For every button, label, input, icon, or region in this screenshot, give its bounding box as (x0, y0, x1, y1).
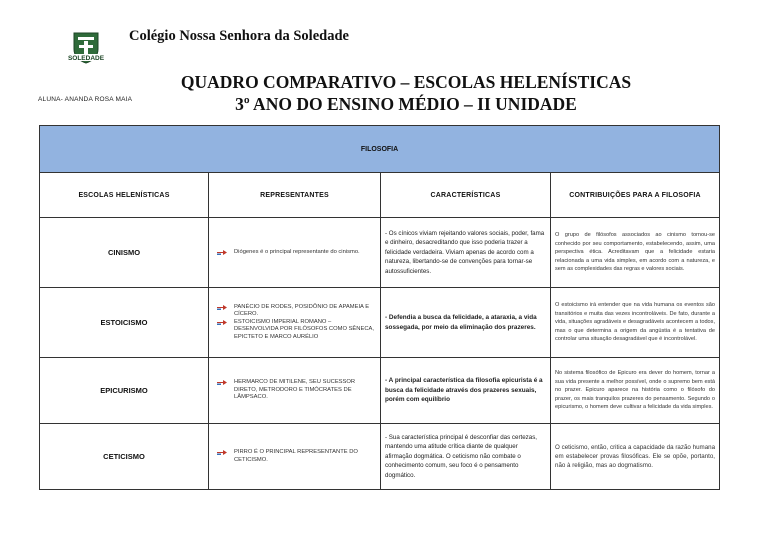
representatives-cell (209, 358, 381, 424)
school-cinismo: CINISMO (40, 218, 209, 288)
list-item: PANÉCIO DE RODES, POSIDÔNIO DE APAMEIA E CÍCERO. (217, 304, 374, 319)
table-row (40, 218, 720, 288)
table-header-row (40, 173, 720, 218)
representatives-cell (209, 288, 381, 358)
page-title: QUADRO COMPARATIVO – ESCOLAS HELENÍSTICAS (180, 72, 632, 92)
contributions-cell: O estoicismo irá entender que na vida humana os eventos são transitórios e muita das vezes incontroláveis. De fato, durante a vida, situações agradáveis e desagradáveis acontecem a todos, mas o que determina a origem da angústia é a tentativa de controlar uma situação desagradável que é incontrolável. (551, 288, 720, 358)
list-item: HERMARCO DE MITILENE, SEU SUCESSOR DIRETO, METRODORO E TIMÓCRATES DE LÂMPSACO. (217, 379, 374, 402)
logo-text: SOLEDADE (67, 55, 105, 62)
column-header-representatives: REPRESENTANTES (209, 173, 381, 218)
school-name: Colégio Nossa Senhora da Soledade (129, 28, 349, 44)
arrow-bullet-icon (217, 449, 227, 456)
list-item: PIRRO É O PRINCIPAL REPRESENTANTE DO CETICISMO. (217, 449, 374, 464)
table-row (40, 288, 720, 358)
representatives-cell (209, 424, 381, 490)
arrow-bullet-icon (217, 379, 227, 386)
column-header-characteristics: CARACTERÍSTICAS (381, 173, 551, 218)
arrow-bullet-icon (217, 304, 227, 311)
comparison-table (39, 125, 720, 490)
table-band-header: FILOSOFIA (40, 126, 720, 173)
list-item: ESTOICISMO IMPERIAL ROMANO – DESENVOLVIDA POR FILÓSOFOS COMO SÊNECA, EPICTETO E MARCO AURÉLIO (217, 319, 374, 342)
list-item: Diógenes é o principal representante do cinismo. (217, 249, 374, 257)
characteristics-cell: - Defendia a busca da felicidade, a ataraxia, a vida sossegada, por meio da eliminação dos prazeres. (381, 288, 551, 358)
contributions-cell: O grupo de filósofos associados ao cinismo tornou-se conhecido por seu comportamento, estabelecendo, assim, uma perspectiva ética. Acreditavam que a felicidade estaria relacionada a uma vida simples, em acordo com a natureza, e sem as complexidades das regras e valores sociais. (551, 218, 720, 288)
contributions-cell: No sistema filosófico de Epicuro era dever do homem, tornar a sua vida presente a melhor possível, onde o supremo bem está no prazer. Epicuro aparece na história como o filósofo do prazer, os mais tranquilos prazeres do pensamento. Segundo o epicurismo, o homem deve cultivar a felicidade da vida simples. (551, 358, 720, 424)
table-row (40, 358, 720, 424)
column-header-contributions: CONTRIBUIÇÕES PARA A FILOSOFIA (551, 173, 720, 218)
characteristics-cell: - A principal característica da filosofia epicurista é a busca da felicidade através dos prazeres sexuais, porém com equilíbrio (381, 358, 551, 424)
arrow-bullet-icon (217, 319, 227, 326)
arrow-bullet-icon (217, 249, 227, 256)
page-subtitle: 3º ANO DO ENSINO MÉDIO – II UNIDADE (235, 94, 577, 114)
school-ceticismo: CETICISMO (40, 424, 209, 490)
table-row (40, 424, 720, 490)
contributions-cell: O ceticismo, então, critica a capacidade da razão humana em estabelecer provas filosóficas. Ele se opõe, portanto, não à religião, mas ao dogmatismo. (551, 424, 720, 490)
column-header-schools: ESCOLAS HELENÍSTICAS (40, 173, 209, 218)
characteristics-cell: - Sua característica principal é desconfiar das certezas, mantendo uma atitude crítica diante de qualquer afirmação dogmática. O ceticismo não combate o conhecimento comum, seu foco é o pensamento dogmático. (381, 424, 551, 490)
characteristics-cell: - Os cínicos viviam rejeitando valores sociais, poder, fama e dinheiro, desacreditando que isso poderia trazer a felicidade verdadeira. Viviam apenas de acordo com a natureza, libertando-se de convenções para tornar-se autossuficientes. (381, 218, 551, 288)
representatives-cell (209, 218, 381, 288)
student-name: ALUNA- ANANDA ROSA MAIA (38, 96, 133, 103)
school-logo (66, 27, 106, 67)
school-epicurismo: EPICURISMO (40, 358, 209, 424)
school-estoicismo: ESTOICISMO (40, 288, 209, 358)
